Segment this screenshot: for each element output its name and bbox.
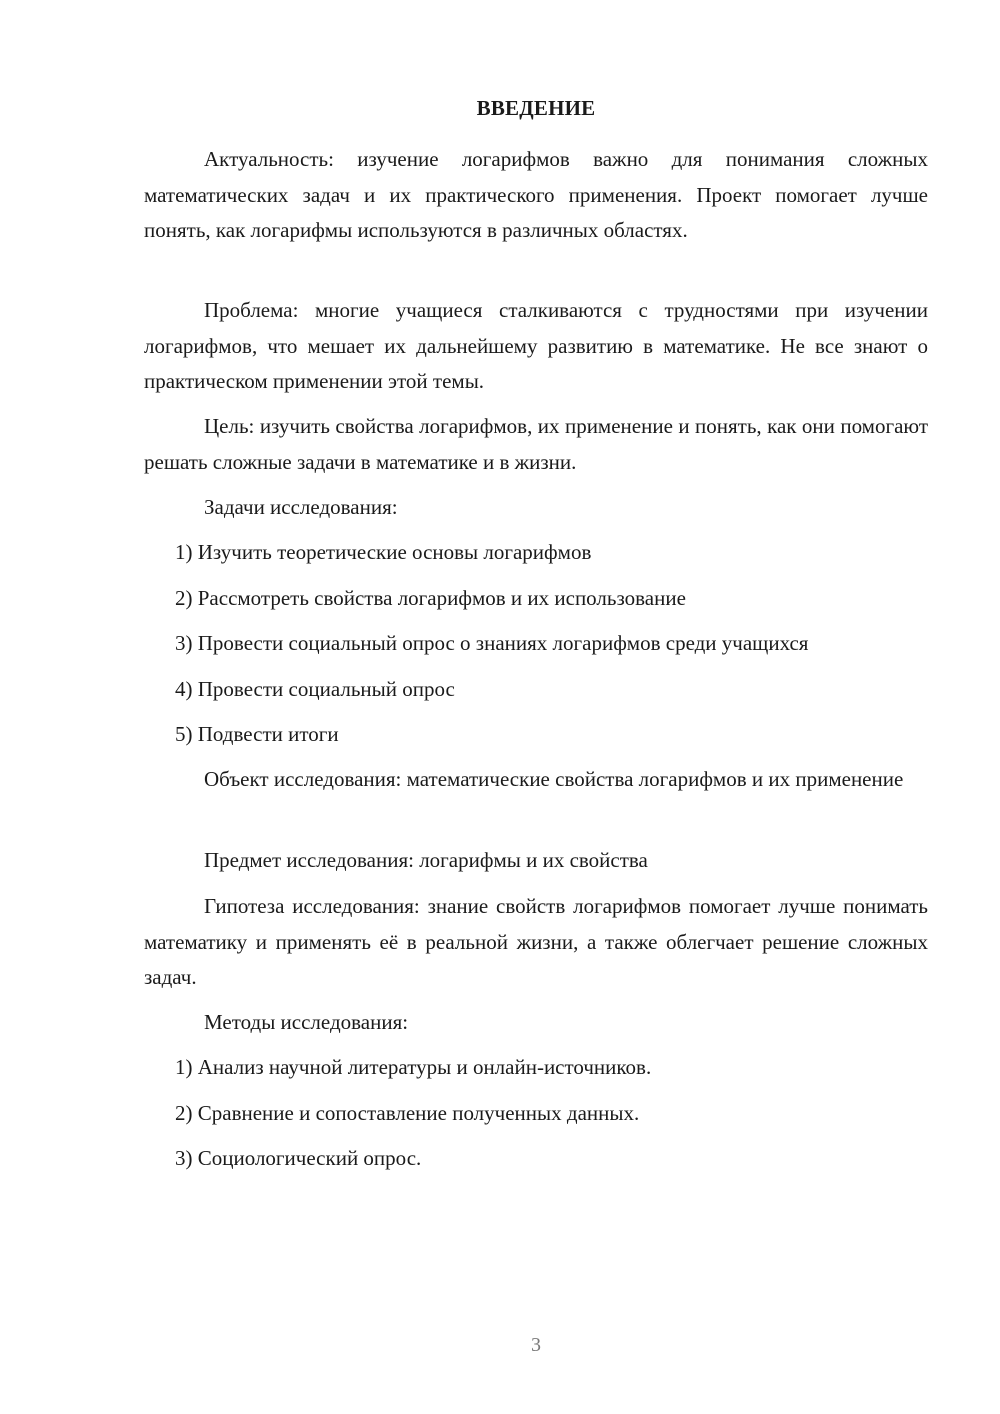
methods-heading: Методы исследования:: [204, 1010, 409, 1034]
paragraph-relevance: Актуальность: изучение логарифмов важно для понимания сложных математических задач и их практического применения. Проект помогает лучше понять, как логарифмы используются в различных областях.: [144, 147, 928, 242]
paragraph-problem: Проблема: многие учащиеся сталкиваются с трудностями при изучении логарифмов, что мешает их дальнейшему развитию в математике. Не все знают о практическом применении этой темы.: [144, 298, 928, 393]
method-item-3: 3) Социологический опрос.: [175, 1146, 422, 1170]
paragraph-subject: Предмет исследования: логарифмы и их свойства: [204, 848, 648, 872]
paragraph-hypothesis: Гипотеза исследования: знание свойств логарифмов помогает лучше понимать математику и применять её в реальной жизни, а также облегчает решение сложных задач.: [144, 894, 928, 989]
task-item-4: 4) Провести социальный опрос: [175, 677, 455, 701]
method-item-1: 1) Анализ научной литературы и онлайн-источников.: [175, 1055, 652, 1079]
paragraph-object: Объект исследования: математические свойства логарифмов и их применение: [204, 767, 904, 791]
page-number: 3: [531, 1334, 541, 1356]
paragraph-goal: Цель: изучить свойства логарифмов, их применение и понять, как они помогают решать сложные задачи в математике и в жизни.: [144, 414, 928, 474]
task-item-5: 5) Подвести итоги: [175, 722, 339, 746]
section-title: ВВЕДЕНИЕ: [476, 96, 596, 120]
task-item-3: 3) Провести социальный опрос о знаниях логарифмов среди учащихся: [175, 631, 809, 655]
method-item-2: 2) Сравнение и сопоставление полученных данных.: [175, 1101, 640, 1125]
task-item-1: 1) Изучить теоретические основы логарифмов: [175, 540, 592, 564]
task-item-2: 2) Рассмотреть свойства логарифмов и их использование: [175, 586, 686, 610]
tasks-heading: Задачи исследования:: [204, 495, 398, 519]
